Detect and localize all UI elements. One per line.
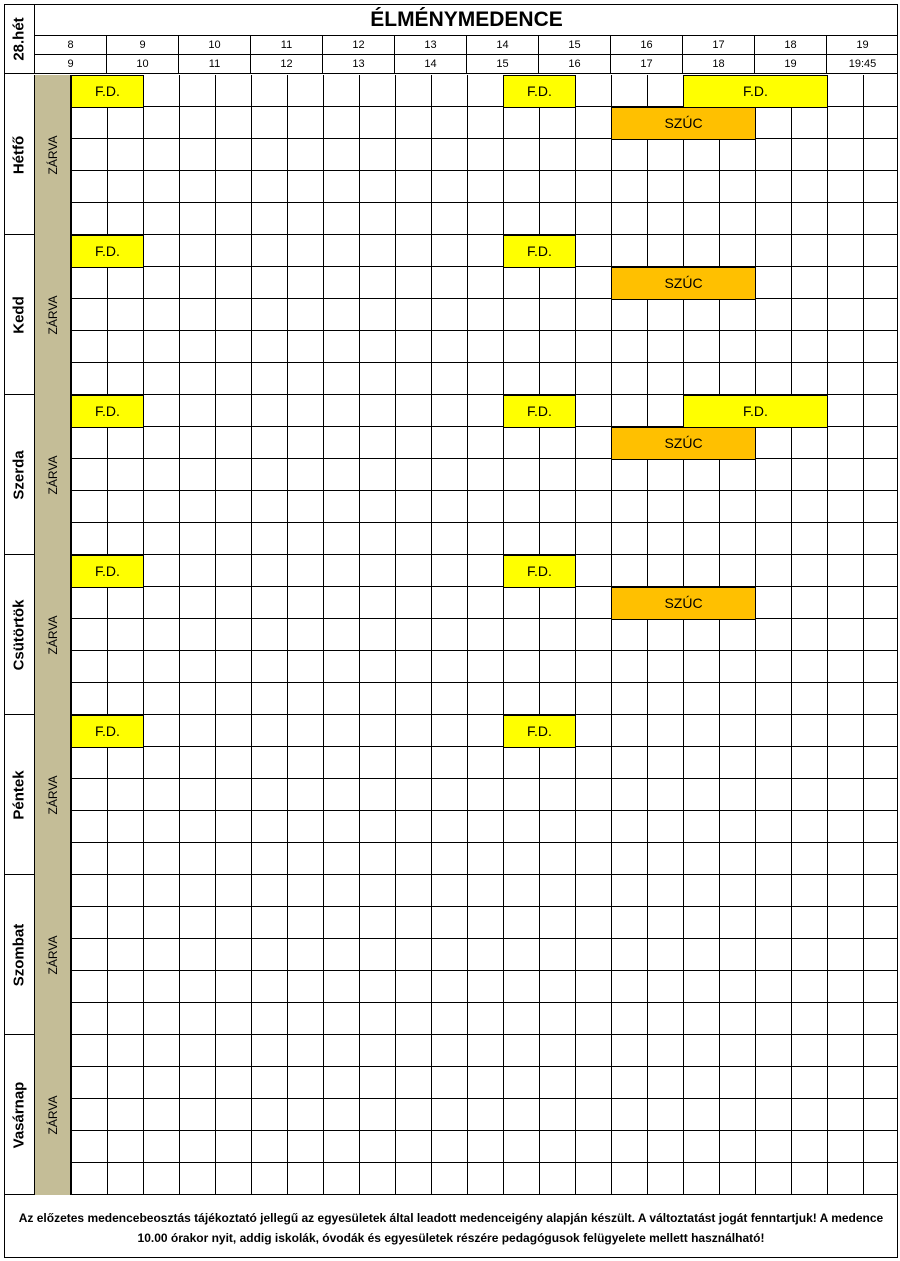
closed-column (35, 1035, 71, 1195)
week-number: 28.hét (10, 16, 28, 61)
closed-column (35, 875, 71, 1035)
time-grid (71, 1035, 898, 1195)
fd-booking: F.D. (503, 715, 576, 748)
day-name: Szerda (10, 450, 28, 500)
day-block (4, 75, 898, 235)
hour-end-label: 10 (107, 55, 179, 74)
hour-end-label: 16 (539, 55, 611, 74)
time-grid (71, 235, 898, 395)
hour-end-row (35, 55, 898, 74)
day-name-cell (4, 555, 35, 715)
hour-start-label: 11 (251, 36, 323, 55)
fd-booking: F.D. (71, 715, 144, 748)
day-block (4, 875, 898, 1035)
hour-start-row (35, 36, 898, 55)
closed-column (35, 395, 71, 555)
hour-end-label: 13 (323, 55, 395, 74)
fd-booking: F.D. (71, 75, 144, 108)
time-grid (71, 715, 898, 875)
hour-end-label: 17 (611, 55, 683, 74)
hour-end-label: 19 (755, 55, 827, 74)
day-name-cell (4, 235, 35, 395)
hour-end-label: 19:45 (848, 58, 877, 70)
fd-booking: F.D. (71, 395, 144, 428)
day-name: Kedd (10, 296, 28, 334)
fd-booking: F.D. (503, 395, 576, 428)
fd-booking: F.D. (503, 235, 576, 268)
hour-start-label: 13 (395, 36, 467, 55)
closed-label: ZÁRVA (45, 1095, 60, 1135)
szuc-booking: SZÚC (611, 107, 756, 140)
footer-note: Az előzetes medencebeosztás tájékoztató jellegű az egyesületek által leadott medenceigény alapján készült. A változtatást jogát fenntartjuk! A medence 10.00 órakor nyit, addig iskolák, óvodák és egyesületek részére pedagógusok felügyelete mellett használható! (18, 1211, 884, 1245)
fd-booking: F.D. (683, 75, 828, 108)
day-name: Hétfő (10, 135, 28, 175)
hour-end-label: 18 (683, 55, 755, 74)
closed-label: ZÁRVA (45, 295, 60, 335)
closed-label: ZÁRVA (45, 935, 60, 975)
time-grid (71, 555, 898, 715)
day-block (4, 235, 898, 395)
fd-booking: F.D. (683, 395, 828, 428)
fd-booking: F.D. (503, 75, 576, 108)
day-name-cell (4, 395, 35, 555)
closed-label: ZÁRVA (45, 135, 60, 175)
day-name-cell (4, 715, 35, 875)
hour-start-label: 17 (683, 36, 755, 55)
time-grid (71, 875, 898, 1035)
page-title: ÉLMÉNYMEDENCE (35, 4, 898, 36)
day-block (4, 395, 898, 555)
day-name: Szombat (10, 923, 28, 987)
hour-start-label: 15 (539, 36, 611, 55)
fd-booking: F.D. (71, 235, 144, 268)
time-grid (71, 395, 898, 555)
hour-start-label: 9 (107, 36, 179, 55)
hour-end-label: 11 (179, 55, 251, 74)
closed-column (35, 75, 71, 235)
hour-start-label: 10 (179, 36, 251, 55)
closed-column (35, 715, 71, 875)
hour-end-label: 12 (251, 55, 323, 74)
fd-booking: F.D. (71, 555, 144, 588)
day-name: Vasárnap (10, 1081, 28, 1149)
day-block (4, 555, 898, 715)
hour-end-label: 15 (467, 55, 539, 74)
hour-start-label: 12 (323, 36, 395, 55)
hour-start-label: 14 (467, 36, 539, 55)
hour-end-label: 9 (35, 55, 107, 74)
hour-start-label: 19 (856, 39, 869, 51)
day-name: Csütörtök (10, 599, 28, 671)
day-name-cell (4, 875, 35, 1035)
szuc-booking: SZÚC (611, 267, 756, 300)
day-name-cell (4, 1035, 35, 1195)
day-block (4, 1035, 898, 1195)
day-name-cell (4, 75, 35, 235)
hour-start-label: 8 (35, 36, 107, 55)
week-label (4, 4, 35, 74)
closed-column (35, 555, 71, 715)
closed-label: ZÁRVA (45, 615, 60, 655)
hour-end-label: 14 (395, 55, 467, 74)
day-block (4, 715, 898, 875)
time-grid (71, 75, 898, 235)
hour-start-label: 16 (611, 36, 683, 55)
szuc-booking: SZÚC (611, 427, 756, 460)
closed-column (35, 235, 71, 395)
fd-booking: F.D. (503, 555, 576, 588)
hour-start-label: 18 (755, 36, 827, 55)
closed-label: ZÁRVA (45, 455, 60, 495)
closed-label: ZÁRVA (45, 775, 60, 815)
szuc-booking: SZÚC (611, 587, 756, 620)
day-name: Péntek (10, 770, 28, 820)
